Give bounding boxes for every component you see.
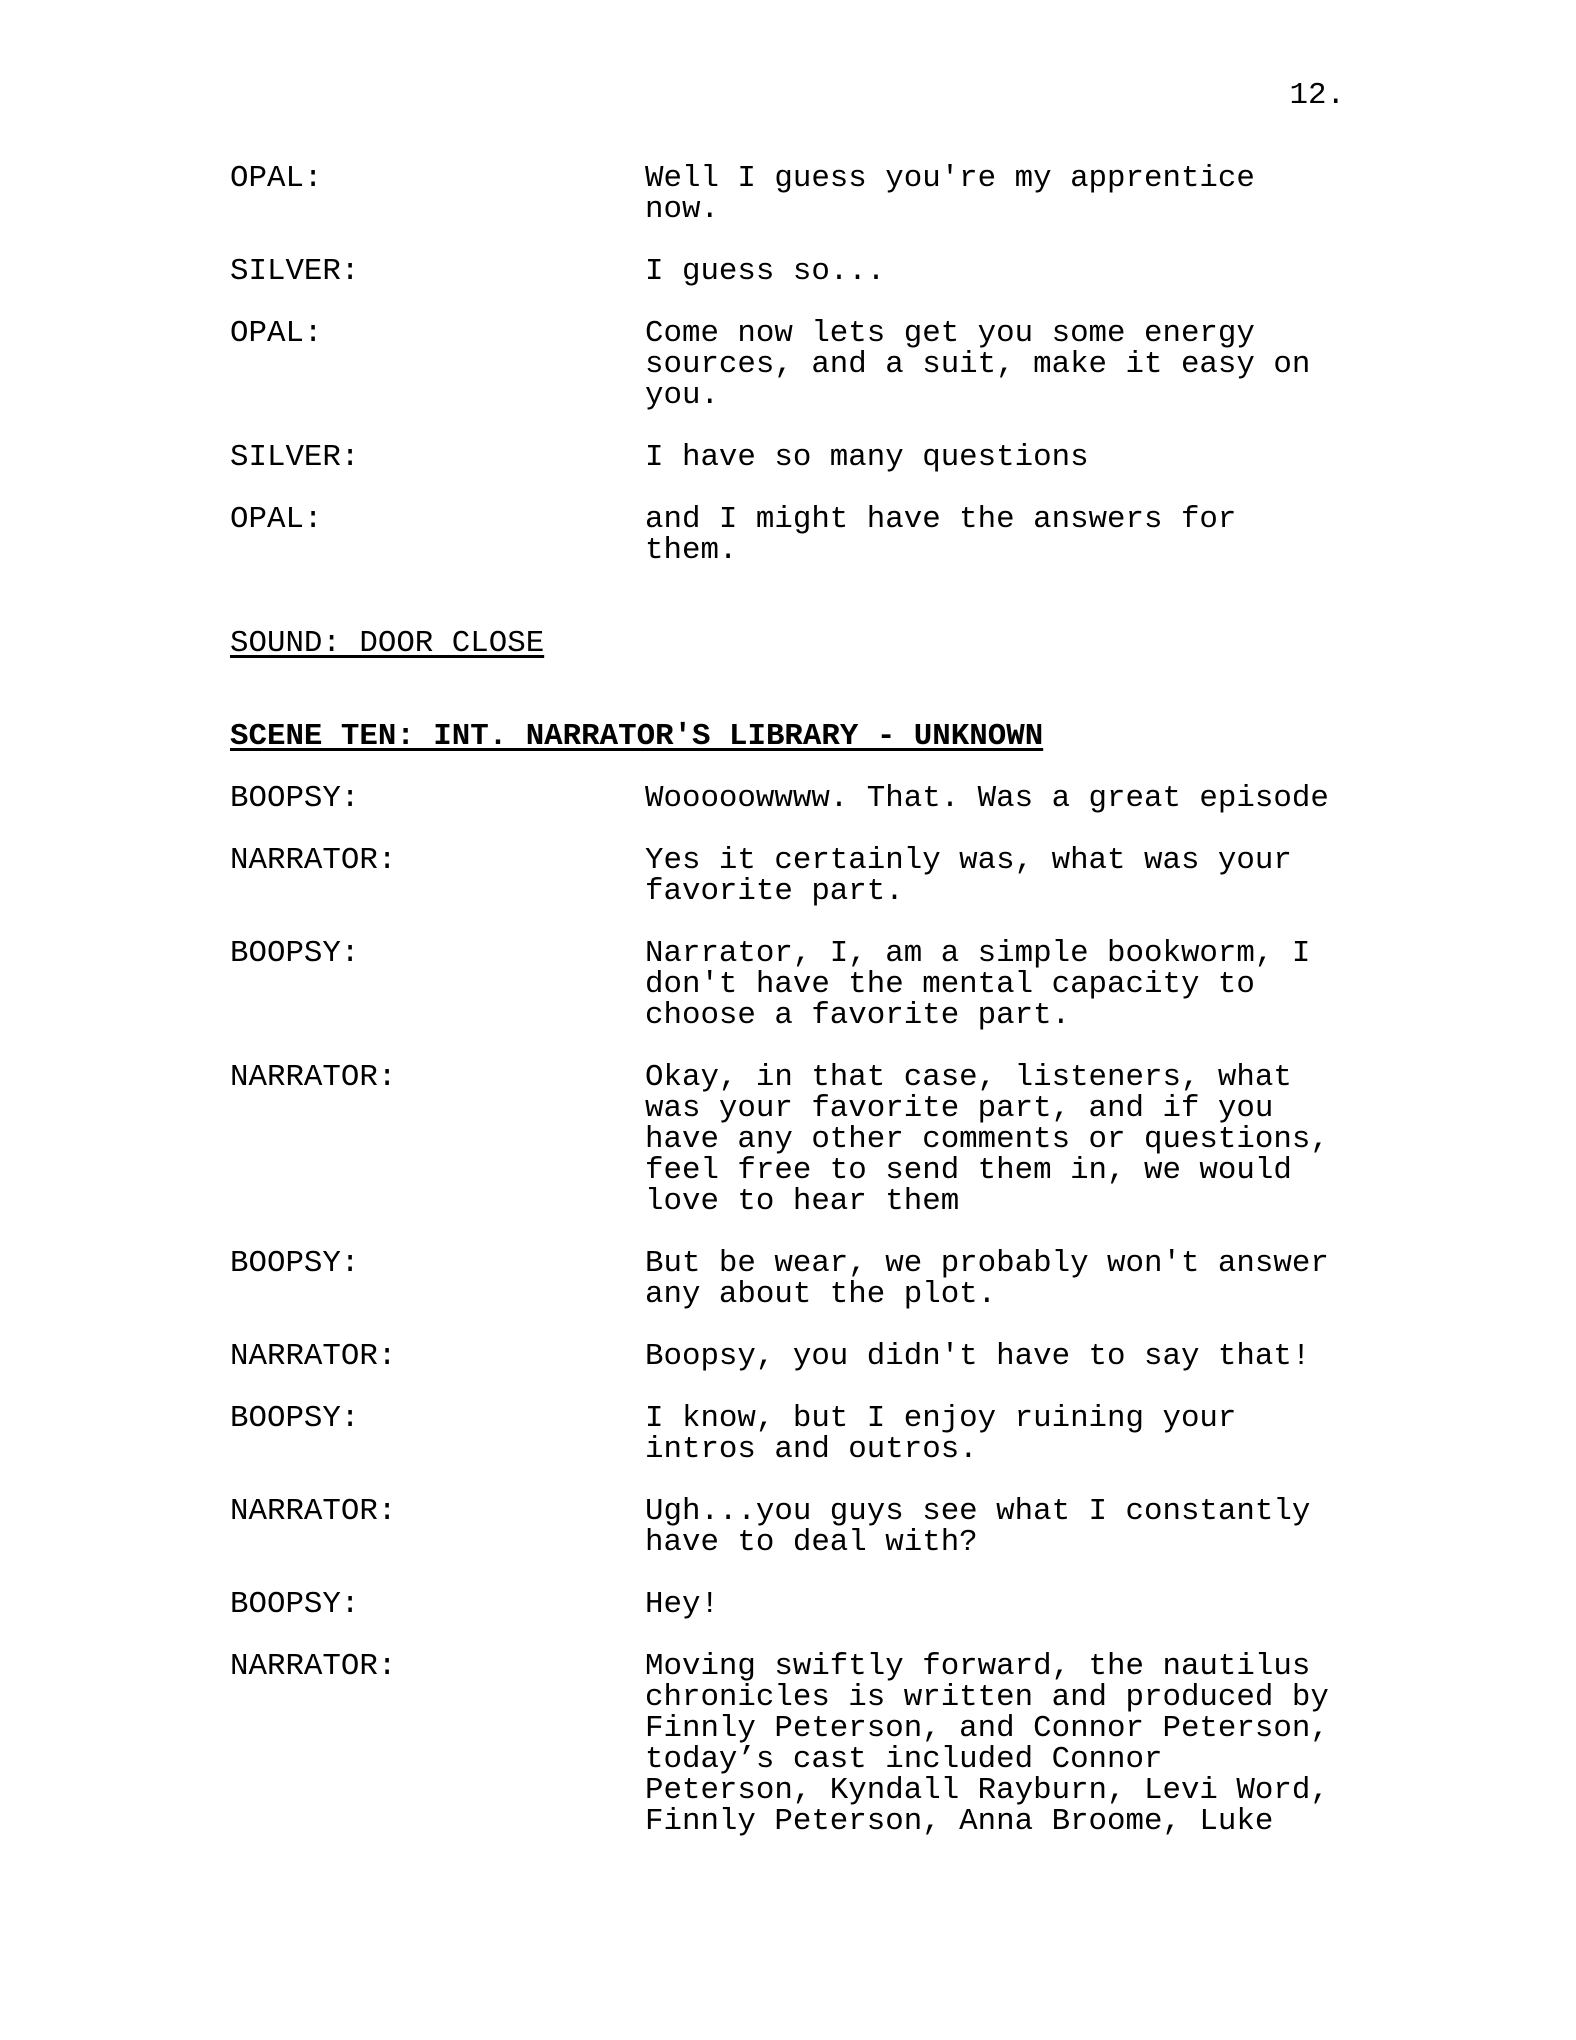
- dialogue-text: Hey!: [645, 1587, 719, 1622]
- dialogue-block: [230, 1496, 1576, 1558]
- character-name: NARRATOR:: [230, 843, 397, 878]
- dialogue-block: [230, 256, 1576, 287]
- dialogue-block: [230, 1651, 1576, 1837]
- dialogue-text: Moving swiftly forward, the nautilus chronicles is written and produced by Finnly Peterson, and Connor Peterson, today’s cast included Connor Peterson, Kyndall Rayburn, Levi Word, Finnly Peterson, Anna Broome, Luke: [645, 1649, 1329, 1839]
- dialogue-block: [230, 163, 1576, 225]
- character-name: BOOPSY:: [230, 936, 360, 971]
- dialogue-text: Ugh...you guys see what I constantly have to deal with?: [645, 1494, 1311, 1560]
- dialogue-text: Okay, in that case, listeners, what was your favorite part, and if you have any other comments or questions, feel free to send them in, we would love to hear them: [645, 1060, 1329, 1219]
- dialogue-text: I know, but I enjoy ruining your intros and outros.: [645, 1401, 1237, 1467]
- dialogue-text: Come now lets get you some energy sources, and a suit, make it easy on you.: [645, 316, 1311, 413]
- scene-heading-text: SCENE TEN: INT. NARRATOR'S LIBRARY - UNKNOWN: [230, 719, 1044, 754]
- dialogue-block: [230, 318, 1576, 411]
- dialogue-text: But be wear, we probably won't answer any about the plot.: [645, 1246, 1329, 1312]
- dialogue-block: [230, 938, 1576, 1031]
- sound-cue-text: SOUND: DOOR CLOSE: [230, 626, 545, 661]
- scene-heading: [230, 721, 1576, 752]
- character-name: OPAL:: [230, 502, 323, 537]
- character-name: SILVER:: [230, 440, 360, 475]
- dialogue-text: and I might have the answers for them.: [645, 502, 1237, 568]
- dialogue-text: Boopsy, you didn't have to say that!: [645, 1339, 1311, 1374]
- dialogue-text: Well I guess you're my apprentice now.: [645, 161, 1255, 227]
- character-name: NARRATOR:: [230, 1494, 397, 1529]
- character-name: BOOPSY:: [230, 1246, 360, 1281]
- page-number: 12.: [1289, 78, 1345, 113]
- sound-cue: [230, 628, 1576, 659]
- dialogue-block: [230, 783, 1576, 814]
- dialogue-text: Wooooowwww. That. Was a great episode: [645, 781, 1329, 816]
- dialogue-block: [230, 1403, 1576, 1465]
- character-name: BOOPSY:: [230, 1587, 360, 1622]
- dialogue-block: [230, 504, 1576, 566]
- dialogue-block: [230, 442, 1576, 473]
- character-name: OPAL:: [230, 316, 323, 351]
- dialogue-block: [230, 1062, 1576, 1217]
- script-body: [230, 163, 1576, 1837]
- character-name: NARRATOR:: [230, 1060, 397, 1095]
- dialogue-block: [230, 1589, 1576, 1620]
- dialogue-block: [230, 845, 1576, 907]
- character-name: SILVER:: [230, 254, 360, 289]
- character-name: BOOPSY:: [230, 781, 360, 816]
- dialogue-text: Yes it certainly was, what was your favorite part.: [645, 843, 1292, 909]
- character-name: BOOPSY:: [230, 1401, 360, 1436]
- dialogue-block: [230, 1341, 1576, 1372]
- character-name: OPAL:: [230, 161, 323, 196]
- dialogue-block: [230, 1248, 1576, 1310]
- dialogue-text: Narrator, I, am a simple bookworm, I don't have the mental capacity to choose a favorite part.: [645, 936, 1311, 1033]
- dialogue-text: I guess so...: [645, 254, 886, 289]
- dialogue-text: I have so many questions: [645, 440, 1089, 475]
- character-name: NARRATOR:: [230, 1339, 397, 1374]
- character-name: NARRATOR:: [230, 1649, 397, 1684]
